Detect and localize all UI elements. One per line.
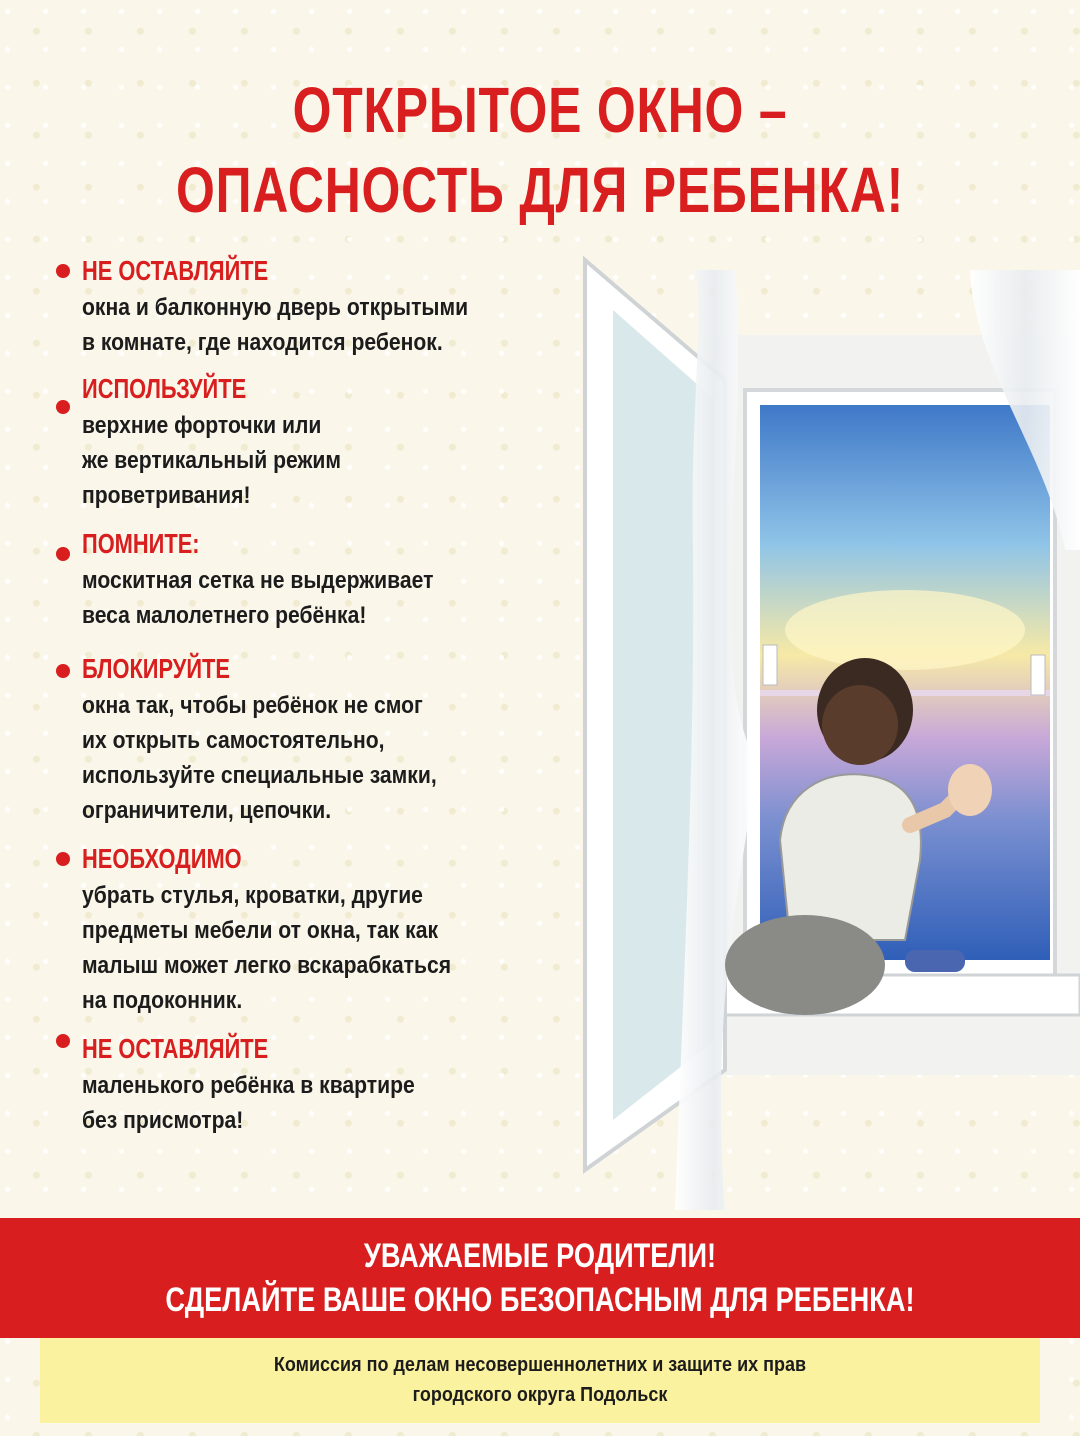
rule-text: убрать стулья, кроватки, другие предметы мебели от окна, так как малыш может легко вскарабкаться на подоконник. (82, 882, 452, 1014)
banner-line-2: СДЕЛАЙТЕ ВАШЕ ОКНО БЕЗОПАСНЫМ ДЛЯ РЕБЕНКА! (165, 1281, 915, 1319)
bullet-icon (56, 852, 70, 866)
rule-text: верхние форточки или же вертикальный режим проветривания! (82, 412, 342, 509)
child-at-window-illustration (575, 250, 1080, 1210)
rule-item (50, 525, 570, 650)
rule-item (50, 252, 570, 370)
rule-text: окна и балконную дверь открытыми в комнате, где находится ребенок. (82, 294, 469, 356)
rule-text: москитная сетка не выдерживает веса малолетнего ребёнка! (82, 567, 434, 629)
title-line-2: ОПАСНОСТЬ ДЛЯ РЕБЕНКА! (176, 154, 904, 226)
bullet-icon (56, 1034, 70, 1048)
commission-footer (40, 1338, 1040, 1423)
rule-item (50, 650, 570, 840)
parents-appeal-banner (0, 1218, 1080, 1338)
bullet-icon (56, 664, 70, 678)
footer-line-1: Комиссия по делам несовершеннолетних и защите их прав (273, 1354, 807, 1376)
rule-heading: ИСПОЛЬЗУЙТЕ (82, 373, 247, 404)
bullet-icon (56, 547, 70, 561)
bullet-icon (56, 400, 70, 414)
rule-heading: ПОМНИТЕ: (82, 528, 200, 559)
banner-line-1: УВАЖАЕМЫЕ РОДИТЕЛИ! (363, 1237, 717, 1275)
rule-heading: НЕ ОСТАВЛЯЙТЕ (82, 255, 269, 286)
rule-item (50, 1030, 570, 1140)
rule-item (50, 370, 570, 525)
safety-rules-list (50, 252, 570, 1140)
footer-line-2: городского округа Подольск (412, 1384, 668, 1406)
rule-heading: БЛОКИРУЙТЕ (82, 653, 230, 684)
rule-heading: НЕ ОСТАВЛЯЙТЕ (82, 1033, 269, 1064)
poster-title (119, 70, 961, 230)
rule-heading: НЕОБХОДИМО (82, 843, 242, 874)
bullet-icon (56, 264, 70, 278)
title-line-1: ОТКРЫТОЕ ОКНО – (292, 74, 788, 146)
rule-item (50, 840, 570, 1030)
rule-text: маленького ребёнка в квартире без присмотра! (82, 1072, 415, 1134)
rule-text: окна так, чтобы ребёнок не смог их открыть самостоятельно, используйте специальные замки, ограничители, цепочки. (82, 692, 437, 824)
